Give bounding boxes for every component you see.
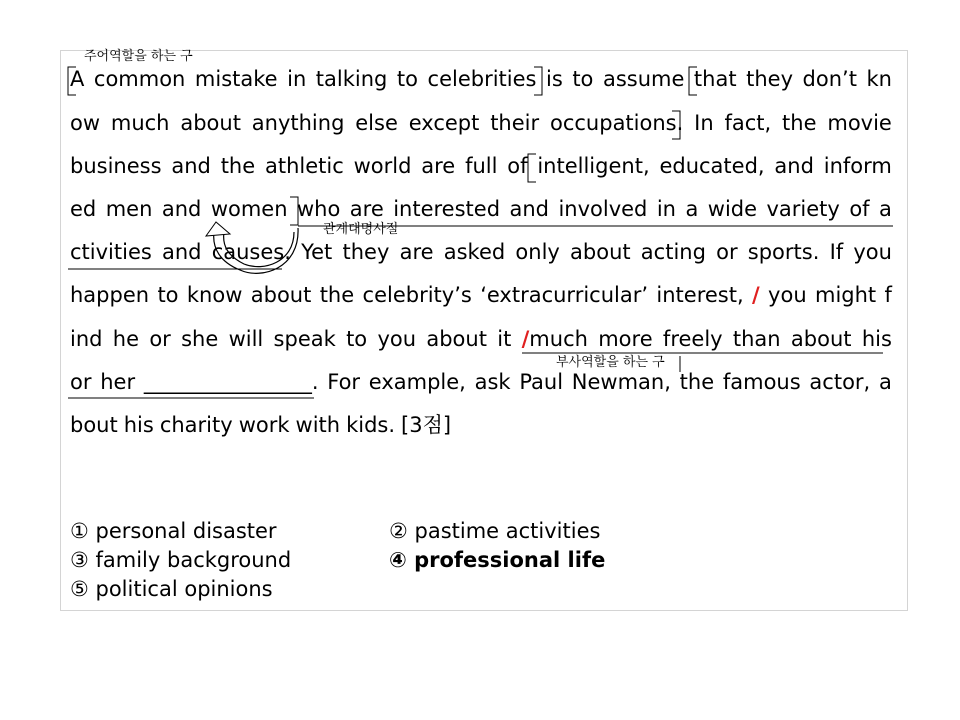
passage-word: don’t xyxy=(802,67,857,91)
passage-word: about xyxy=(250,283,312,307)
passage-word: know xyxy=(186,283,243,307)
passage-word: the xyxy=(782,111,817,135)
bracket-close xyxy=(672,111,680,139)
passage-word: that xyxy=(693,67,737,91)
passage-word: [3점] xyxy=(401,413,452,437)
passage-word: Paul xyxy=(519,370,564,394)
arrow-curve xyxy=(224,232,294,267)
passage-word: celebrity’s xyxy=(362,283,472,307)
passage-word: he xyxy=(112,327,140,351)
passage-word: and xyxy=(171,154,211,178)
slash-mark: / xyxy=(752,283,760,307)
passage-word: /much xyxy=(521,327,588,351)
adverb-phrase-annotation: 부사역할을 하는 구 xyxy=(556,355,665,370)
bracket-open xyxy=(528,154,536,182)
passage-word: Yet xyxy=(301,240,333,264)
passage-word: will xyxy=(228,327,264,351)
passage-word: A xyxy=(70,67,85,91)
bracket-open xyxy=(68,67,76,95)
passage-word: athletic xyxy=(265,154,344,178)
option-5[interactable]: ⑤ political opinions xyxy=(70,577,273,601)
passage-word: only xyxy=(515,240,560,264)
passage-word: men xyxy=(105,197,153,221)
passage-word: common xyxy=(93,67,186,91)
passage-word: assume xyxy=(602,67,685,91)
passage-word: much xyxy=(110,111,170,135)
passage-word: of xyxy=(849,197,870,221)
passage-word: his xyxy=(861,327,892,351)
passage-word: world xyxy=(353,154,412,178)
passage-word: charity xyxy=(159,413,233,437)
passage-word: about xyxy=(426,327,487,351)
passage-word: Newman, xyxy=(571,370,671,394)
relative-clause-annotation: 관계대명사절 xyxy=(323,222,399,237)
passage-word: in xyxy=(287,67,307,91)
passage-word: to xyxy=(346,327,368,351)
passage-word: ________________. xyxy=(143,370,319,394)
passage-word: fact, xyxy=(724,111,772,135)
passage-word: kn xyxy=(866,67,892,91)
passage-word: asked xyxy=(443,240,506,264)
passage-word: she xyxy=(181,327,219,351)
passage-word: ow xyxy=(70,111,101,135)
passage-word: who xyxy=(296,197,341,221)
passage-word: they xyxy=(746,67,794,91)
option-4[interactable]: ④ professional life xyxy=(389,548,606,572)
passage-word: you xyxy=(377,327,417,351)
passage-word: of xyxy=(507,154,528,178)
passage-word: and xyxy=(509,197,549,221)
passage-word: If xyxy=(829,240,844,264)
passage-word: In xyxy=(694,111,714,135)
passage-word: ‘extracurricular’ xyxy=(480,283,649,307)
passage-word: ask xyxy=(474,370,511,394)
passage-word: are xyxy=(349,197,384,221)
passage-word: and xyxy=(161,197,202,221)
passage-word: or xyxy=(149,327,171,351)
passage-word: actor, xyxy=(809,370,871,394)
passage-word: more xyxy=(598,327,653,351)
passage-word: anything xyxy=(251,111,345,135)
passage-word: sports. xyxy=(747,240,820,264)
passage-word: full xyxy=(465,154,498,178)
passage-word: with xyxy=(295,413,341,437)
slash-mark: / xyxy=(521,327,530,351)
passage-word: they xyxy=(342,240,390,264)
passage-word: to xyxy=(572,67,594,91)
passage-word: occupations. xyxy=(549,111,684,135)
passage-word: it xyxy=(497,327,512,351)
passage-word: and xyxy=(162,240,202,264)
passage-word: example, xyxy=(368,370,466,394)
passage-word: might xyxy=(815,283,877,307)
passage-word: except xyxy=(408,111,480,135)
passage-word: bout xyxy=(70,413,118,437)
passage-word: interest, xyxy=(656,283,744,307)
passage-word: you xyxy=(853,240,892,264)
passage-word: variety xyxy=(766,197,840,221)
passage-word: mistake xyxy=(194,67,278,91)
passage-word: happen xyxy=(70,283,150,307)
passage-word: the xyxy=(220,154,256,178)
passage-word: is xyxy=(546,67,563,91)
passage-word: intelligent, xyxy=(537,154,650,178)
passage-word: business xyxy=(70,154,162,178)
passage-word: about xyxy=(790,327,852,351)
passage-word: the xyxy=(679,370,715,394)
passage-word: For xyxy=(327,370,361,394)
passage-word: else xyxy=(355,111,398,135)
passage-word: ind xyxy=(70,327,103,351)
passage-word: are xyxy=(421,154,456,178)
passage-word: ctivities xyxy=(70,240,152,264)
passage-word: than xyxy=(732,327,781,351)
passage-word: women xyxy=(210,197,288,221)
passage-word: talking xyxy=(315,67,388,91)
passage-word: educated, xyxy=(659,154,765,178)
passage-word: their xyxy=(490,111,540,135)
passage-word: ed xyxy=(70,197,97,221)
passage-word: or xyxy=(70,370,92,394)
option-1[interactable]: ① personal disaster xyxy=(70,519,277,543)
arrow-head xyxy=(206,222,230,236)
option-3[interactable]: ③ family background xyxy=(70,548,292,572)
passage-word: celebrities xyxy=(427,67,537,91)
bracket-close xyxy=(290,197,298,225)
passage-word: his xyxy=(123,413,154,437)
passage-word: the xyxy=(319,283,355,307)
passage-word: to xyxy=(157,283,179,307)
passage-word: involved xyxy=(558,197,648,221)
passage-word: interested xyxy=(393,197,501,221)
subject-phrase-annotation: 주어역할을 하는 구 xyxy=(84,49,193,64)
passage-word: freely xyxy=(662,327,723,351)
passage-word: a xyxy=(879,197,892,221)
passage-word: about xyxy=(570,240,631,264)
passage-word: causes. xyxy=(211,240,291,264)
passage-word: work xyxy=(238,413,290,437)
passage-word: a xyxy=(878,370,892,394)
passage-word: f xyxy=(884,283,892,307)
passage-word: kids. xyxy=(346,413,396,437)
passage-word: about xyxy=(180,111,241,135)
bracket-close xyxy=(534,67,542,95)
passage-word: are xyxy=(399,240,434,264)
passage-word: inform xyxy=(823,154,892,178)
passage-word: her xyxy=(100,370,136,394)
option-2[interactable]: ② pastime activities xyxy=(389,519,601,543)
passage-word: wide xyxy=(707,197,758,221)
passage-word: speak xyxy=(273,327,336,351)
passage-word: famous xyxy=(722,370,801,394)
passage-word: you xyxy=(768,283,807,307)
passage-word: acting xyxy=(640,240,706,264)
passage-word: in xyxy=(656,197,676,221)
passage-word: and xyxy=(774,154,814,178)
passage-word: to xyxy=(396,67,418,91)
bracket-open xyxy=(689,67,697,95)
passage-word: or xyxy=(716,240,738,264)
passage-word: movie xyxy=(827,111,892,135)
passage-word: a xyxy=(685,197,699,221)
